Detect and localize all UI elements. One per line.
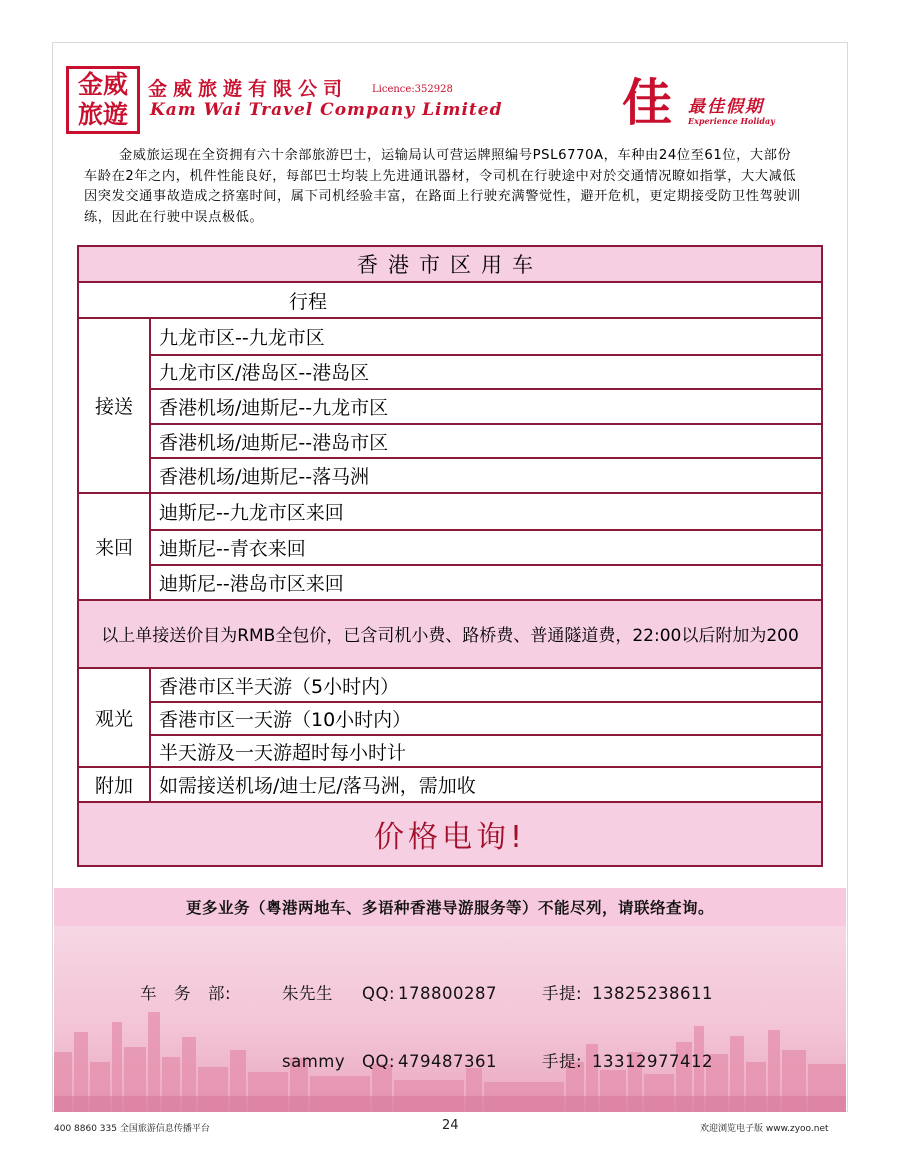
qq-number: 178800287: [398, 984, 497, 1003]
group-label: 观光: [79, 669, 151, 767]
list-item: 九龙市区/港岛区--港岛区: [151, 354, 821, 389]
car-dept-label: 车 务 部:: [140, 984, 232, 1003]
route-header: 行程: [79, 281, 821, 317]
group-transfer: [79, 317, 821, 492]
logo-top-text: 金威: [77, 70, 128, 99]
contact-line: [140, 983, 713, 1006]
mobile-label: 手提:: [542, 1051, 583, 1071]
intro-paragraph: 金威旅运现在全资拥有六十余部旅游巴士，运输局认可营运牌照编号PSL6770A，车种由24位至61位，大部份车龄在2年之内，机件性能良好，每部巴士均装上先进通讯器材，令司机在行驶途中对於交通情况瞭如指掌，大大减低因突发交通事故造成之挤塞时间，属下司机经验丰富，在路面上行驶充满警觉性，避开危机，更定期接受防卫性驾驶训练，因此在行驶中误点极低。: [84, 148, 801, 225]
contact-details: [140, 938, 713, 1112]
qq-label: QQ:: [362, 1051, 396, 1071]
list-item: 如需接送机场/迪士尼/落马洲，需加收: [159, 775, 476, 798]
price-inquiry: 价格电询!: [79, 801, 821, 865]
list-item: 香港市区一天游（10小时内）: [151, 701, 821, 734]
list-item: 迪斯尼--九龙市区来回: [159, 501, 344, 524]
slogan-cn: 最佳假期: [688, 97, 764, 117]
qq-number: 479487361: [398, 1051, 497, 1071]
company-name-en: Kam Wai Travel Company Limited: [150, 100, 503, 120]
logo-bottom-text: 旅遊: [77, 100, 128, 129]
list-item: 迪斯尼--港岛市区来回: [151, 564, 821, 599]
price-note: 以上单接送价目为RMB全包价，已含司机小费、路桥费、普通隧道费，22:00以后附加为200: [79, 599, 821, 667]
person-name: 朱先生: [282, 984, 333, 1003]
list-item: 香港机场/迪斯尼--港岛市区: [151, 423, 821, 458]
list-item: 迪斯尼--青衣来回: [151, 529, 821, 564]
group-extra: [79, 766, 821, 801]
licence-number: Licence:352928: [372, 84, 453, 95]
group-label: 来回: [79, 494, 151, 599]
footer-hotline: 400 8860 335 全国旅游信息传播平台: [54, 1124, 210, 1134]
list-item: 香港机场/迪斯尼--落马洲: [151, 457, 821, 492]
person-name: sammy: [282, 1051, 346, 1071]
mobile-number: 13312977412: [592, 1051, 713, 1071]
group-label: 附加: [79, 768, 151, 801]
table-title: 香港市区用车: [79, 247, 821, 281]
list-item: 香港机场/迪斯尼--九龙市区: [151, 388, 821, 423]
slogan-en: Experience Holiday: [688, 116, 775, 126]
list-item: 半天游及一天游超时每小时计: [151, 734, 821, 767]
footer-website: 欢迎浏览电子版 www.zyoo.net: [700, 1124, 829, 1134]
company-logo: [66, 66, 140, 134]
more-services-banner: 更多业务（粤港两地车、多语种香港导游服务等）不能尽列，请联络查询。: [54, 888, 846, 926]
company-name-cn: 金威旅遊有限公司: [148, 78, 349, 100]
group-sightseeing: [79, 667, 821, 767]
price-table: [77, 245, 823, 867]
group-label: 接送: [79, 319, 151, 492]
qq-label: QQ:: [362, 984, 396, 1003]
contact-section: [54, 926, 846, 1112]
list-item: 香港市区半天游（5小时内）: [159, 675, 400, 698]
mobile-number: 13825238611: [592, 984, 713, 1003]
group-return: [79, 492, 821, 599]
list-item: 九龙市区--九龙市区: [159, 326, 325, 349]
page-number: 24: [442, 1118, 459, 1133]
slogan-logo-char: 佳: [622, 73, 672, 132]
contact-line: [140, 1051, 713, 1074]
mobile-label: 手提:: [542, 984, 583, 1003]
